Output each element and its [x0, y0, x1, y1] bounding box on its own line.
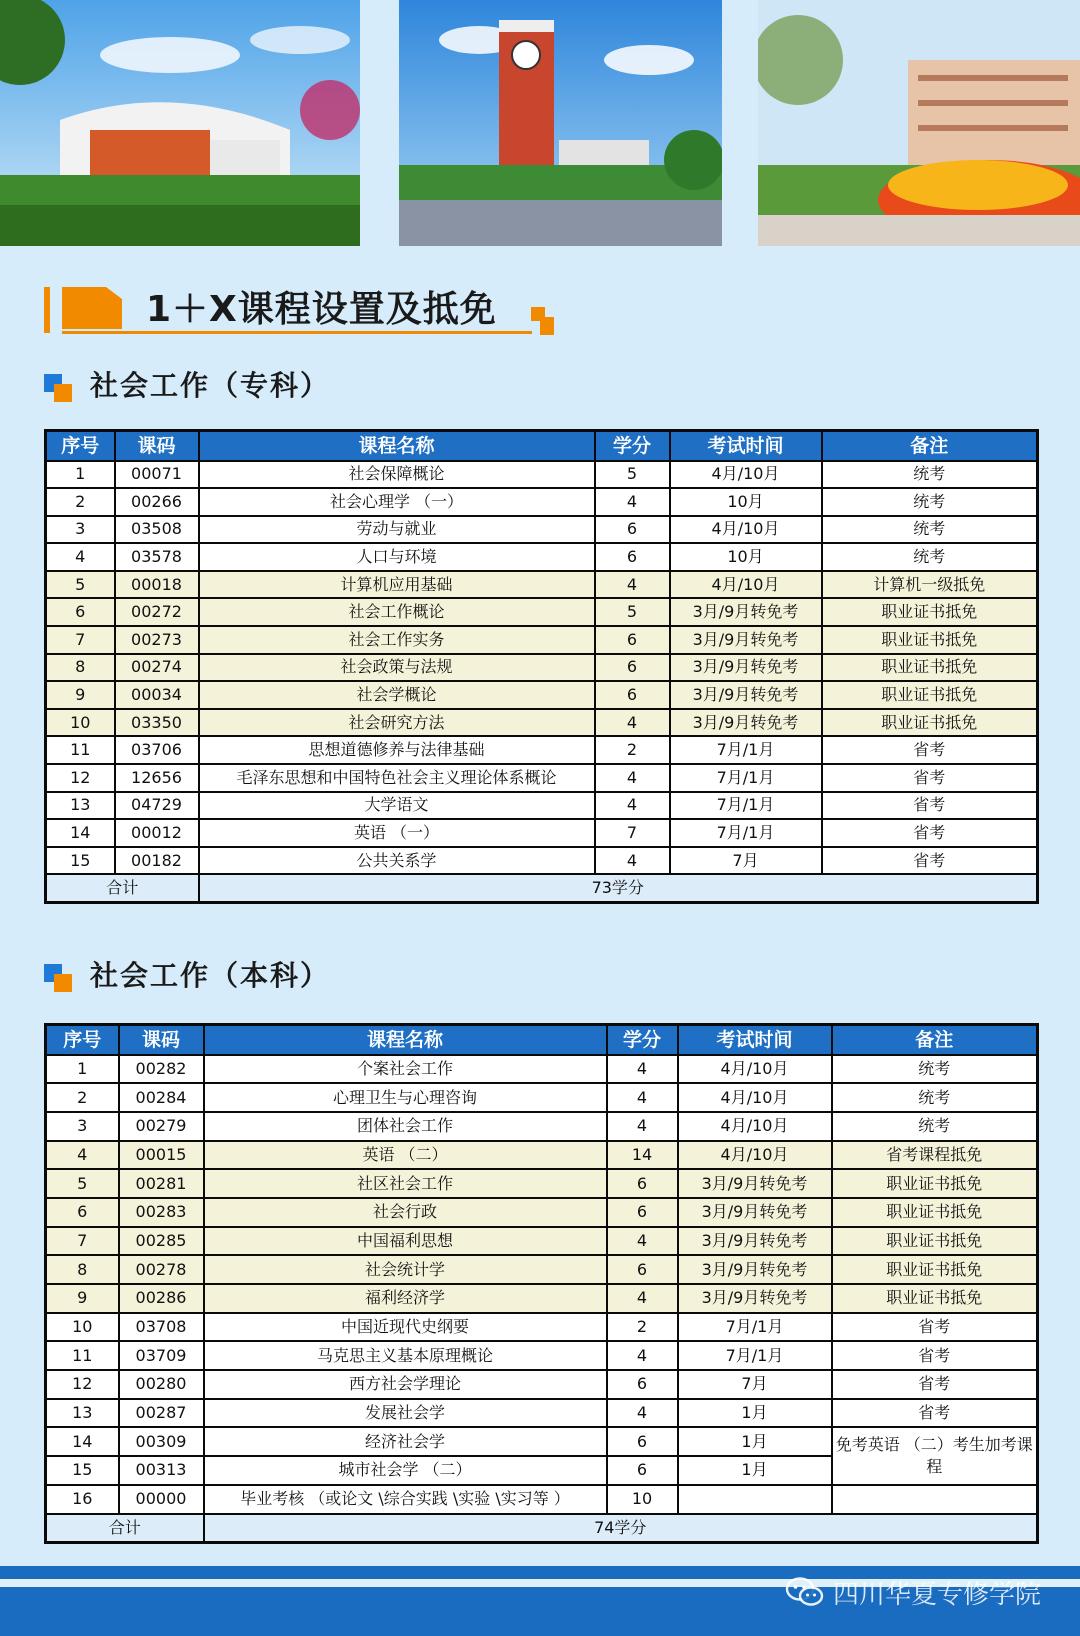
cell-index: 15	[46, 847, 115, 875]
cell-code: 00034	[115, 681, 199, 709]
cell-code: 12656	[115, 764, 199, 792]
cell-exam-time: 3月/9月转免考	[670, 709, 822, 737]
cell-index: 13	[46, 1399, 119, 1428]
cell-course-name: 社会政策与法规	[199, 654, 595, 682]
cell-credits: 4	[607, 1112, 678, 1141]
cell-course-name: 社会工作概论	[199, 598, 595, 626]
cell-code: 00273	[115, 626, 199, 654]
table-row	[46, 1083, 1038, 1112]
cell-code: 00280	[119, 1370, 204, 1399]
cell-exam-time: 1月	[678, 1427, 832, 1456]
cell-credits: 10	[607, 1485, 678, 1514]
campus-photo-clocktower	[399, 0, 722, 246]
cell-code: 03709	[119, 1341, 204, 1370]
cell-exam-time: 3月/9月转免考	[678, 1227, 832, 1256]
cell-exam-time: 3月/9月转免考	[678, 1198, 832, 1227]
cell-index: 8	[46, 654, 115, 682]
cell-course-name: 个案社会工作	[204, 1055, 607, 1084]
cell-course-name: 毕业考核 （或论文 \综合实践 \实验 \实习等 ）	[204, 1485, 607, 1514]
cell-exam-time: 4月/10月	[678, 1083, 832, 1112]
cell-course-name: 经济社会学	[204, 1427, 607, 1456]
course-table-bachelor	[44, 1023, 1039, 1544]
cell-exam-time: 1月	[678, 1399, 832, 1428]
cell-credits: 6	[607, 1255, 678, 1284]
cell-course-name: 发展社会学	[204, 1399, 607, 1428]
cell-course-name: 计算机应用基础	[199, 571, 595, 599]
cell-index: 4	[46, 543, 115, 571]
cell-index: 5	[46, 571, 115, 599]
cell-code: 04729	[115, 792, 199, 820]
cell-course-name: 社会研究方法	[199, 709, 595, 737]
table-row	[46, 461, 1038, 489]
cell-index: 9	[46, 681, 115, 709]
cell-credits: 4	[595, 709, 670, 737]
header-exam-time: 考试时间	[670, 431, 822, 461]
cell-index: 3	[46, 1112, 119, 1141]
cell-exam-time: 4月/10月	[678, 1141, 832, 1170]
cell-course-name: 社会统计学	[204, 1255, 607, 1284]
cell-index: 3	[46, 516, 115, 544]
cell-exam-time: 7月/1月	[670, 819, 822, 847]
cell-course-name: 社会心理学 （一）	[199, 488, 595, 516]
table-header-row	[46, 431, 1038, 461]
table-row	[46, 1341, 1038, 1370]
page-title: 1＋X课程设置及抵免	[146, 289, 497, 330]
table-row	[46, 626, 1038, 654]
section-square-icon	[44, 374, 72, 402]
cell-course-name: 思想道德修养与法律基础	[199, 736, 595, 764]
cell-index: 15	[46, 1456, 119, 1485]
cell-remark: 职业证书抵免	[832, 1198, 1038, 1227]
table-row	[46, 709, 1038, 737]
cell-remark: 职业证书抵免	[822, 709, 1038, 737]
cell-credits: 6	[607, 1370, 678, 1399]
cell-course-name: 大学语文	[199, 792, 595, 820]
cell-credits: 6	[607, 1198, 678, 1227]
cell-credits: 6	[607, 1427, 678, 1456]
cell-course-name: 社会保障概论	[199, 461, 595, 489]
table-row	[46, 1427, 1038, 1456]
cell-remark: 统考	[832, 1055, 1038, 1084]
cell-course-name: 社会学概论	[199, 681, 595, 709]
cell-credits: 4	[607, 1399, 678, 1428]
cell-code: 00287	[119, 1399, 204, 1428]
cell-credits: 4	[595, 488, 670, 516]
cell-remark: 省考	[832, 1313, 1038, 1342]
total-value: 73学分	[199, 874, 1038, 902]
cell-remark: 职业证书抵免	[822, 626, 1038, 654]
cell-code: 00283	[119, 1198, 204, 1227]
cell-exam-time: 3月/9月转免考	[678, 1255, 832, 1284]
cell-course-name: 马克思主义基本原理概论	[204, 1341, 607, 1370]
cell-exam-time: 3月/9月转免考	[678, 1284, 832, 1313]
cell-remark: 省考	[822, 736, 1038, 764]
cell-code: 00309	[119, 1427, 204, 1456]
cell-remark: 统考	[832, 1112, 1038, 1141]
table-row	[46, 1370, 1038, 1399]
header-index: 序号	[46, 431, 115, 461]
cell-code: 00284	[119, 1083, 204, 1112]
table-row	[46, 1399, 1038, 1428]
table-row	[46, 792, 1038, 820]
cell-remark: 省考	[822, 764, 1038, 792]
section-square-icon	[44, 964, 72, 992]
cell-exam-time: 7月/1月	[670, 792, 822, 820]
table-row	[46, 654, 1038, 682]
cell-credits: 14	[607, 1141, 678, 1170]
cell-remark: 计算机一级抵免	[822, 571, 1038, 599]
cell-exam-time: 1月	[678, 1456, 832, 1485]
header-exam-time: 考试时间	[678, 1025, 832, 1055]
cell-code: 00313	[119, 1456, 204, 1485]
cell-exam-time	[678, 1485, 832, 1514]
campus-photo-strip	[0, 0, 1080, 246]
total-label: 合计	[46, 1514, 204, 1543]
main-title-block	[44, 285, 564, 341]
cell-code: 03706	[115, 736, 199, 764]
section-title: 社会工作（专科）	[90, 369, 331, 402]
table-row	[46, 1055, 1038, 1084]
cell-index: 14	[46, 819, 115, 847]
cell-exam-time: 7月/1月	[678, 1341, 832, 1370]
cell-index: 6	[46, 1198, 119, 1227]
campus-photo-stadium	[0, 0, 360, 246]
cell-code: 00274	[115, 654, 199, 682]
cell-credits: 4	[595, 847, 670, 875]
cell-course-name: 团体社会工作	[204, 1112, 607, 1141]
campus-photo-flowers	[758, 0, 1080, 246]
cell-remark: 省考	[832, 1399, 1038, 1428]
cell-exam-time: 10月	[670, 543, 822, 571]
cell-course-name: 西方社会学理论	[204, 1370, 607, 1399]
cell-exam-time: 7月/1月	[678, 1313, 832, 1342]
cell-remark: 统考	[822, 516, 1038, 544]
table-row	[46, 1198, 1038, 1227]
cell-index: 11	[46, 1341, 119, 1370]
cell-code: 00012	[115, 819, 199, 847]
watermark	[785, 1572, 1041, 1612]
table-row	[46, 819, 1038, 847]
cell-credits: 7	[595, 819, 670, 847]
cell-index: 9	[46, 1284, 119, 1313]
cell-exam-time: 7月/1月	[670, 764, 822, 792]
cell-index: 8	[46, 1255, 119, 1284]
cell-exam-time: 7月	[678, 1370, 832, 1399]
table-row	[46, 1141, 1038, 1170]
cell-index: 12	[46, 764, 115, 792]
cell-code: 00278	[119, 1255, 204, 1284]
cell-remark-merged: 免考英语 （二）考生加考课程	[832, 1427, 1038, 1484]
cell-credits: 4	[595, 571, 670, 599]
cell-code: 00018	[115, 571, 199, 599]
cell-index: 4	[46, 1141, 119, 1170]
cell-course-name: 人口与环境	[199, 543, 595, 571]
cell-code: 03508	[115, 516, 199, 544]
table-row	[46, 516, 1038, 544]
cell-exam-time: 7月	[670, 847, 822, 875]
cell-index: 7	[46, 626, 115, 654]
cell-credits: 5	[595, 461, 670, 489]
table-total-row	[46, 1514, 1038, 1543]
cell-remark: 省考课程抵免	[832, 1141, 1038, 1170]
cell-exam-time: 4月/10月	[670, 516, 822, 544]
table-row	[46, 736, 1038, 764]
cell-index: 13	[46, 792, 115, 820]
cell-course-name: 心理卫生与心理咨询	[204, 1083, 607, 1112]
cell-code: 00279	[119, 1112, 204, 1141]
cell-credits: 6	[595, 654, 670, 682]
cell-code: 00000	[119, 1485, 204, 1514]
header-course-name: 课程名称	[204, 1025, 607, 1055]
cell-code: 00272	[115, 598, 199, 626]
cell-exam-time: 3月/9月转免考	[670, 681, 822, 709]
cell-index: 10	[46, 1313, 119, 1342]
cell-remark: 省考	[822, 847, 1038, 875]
cell-credits: 6	[595, 626, 670, 654]
cell-course-name: 中国近现代史纲要	[204, 1313, 607, 1342]
cell-code: 00282	[119, 1055, 204, 1084]
table-row	[46, 847, 1038, 875]
cell-course-name: 英语 （一）	[199, 819, 595, 847]
cell-index: 7	[46, 1227, 119, 1256]
table-row	[46, 1255, 1038, 1284]
header-credits: 学分	[607, 1025, 678, 1055]
cell-credits: 4	[595, 764, 670, 792]
table-total-row	[46, 874, 1038, 902]
table-row	[46, 488, 1038, 516]
table-row	[46, 1227, 1038, 1256]
cell-index: 2	[46, 488, 115, 516]
cell-remark: 职业证书抵免	[832, 1227, 1038, 1256]
cell-code: 00015	[119, 1141, 204, 1170]
cell-remark	[832, 1485, 1038, 1514]
cell-remark: 省考	[832, 1370, 1038, 1399]
cell-remark: 统考	[822, 543, 1038, 571]
cell-code: 03708	[119, 1313, 204, 1342]
cell-credits: 6	[607, 1169, 678, 1198]
header-code: 课码	[115, 431, 199, 461]
cell-code: 03350	[115, 709, 199, 737]
cell-index: 2	[46, 1083, 119, 1112]
cell-code: 00266	[115, 488, 199, 516]
cell-exam-time: 3月/9月转免考	[678, 1169, 832, 1198]
header-code: 课码	[119, 1025, 204, 1055]
cell-credits: 2	[607, 1313, 678, 1342]
table-row	[46, 1313, 1038, 1342]
cell-course-name: 中国福利思想	[204, 1227, 607, 1256]
cell-code: 00286	[119, 1284, 204, 1313]
cell-remark: 省考	[822, 792, 1038, 820]
header-remark: 备注	[822, 431, 1038, 461]
cell-index: 10	[46, 709, 115, 737]
cell-code: 00281	[119, 1169, 204, 1198]
cell-index: 12	[46, 1370, 119, 1399]
cell-code: 00182	[115, 847, 199, 875]
cell-remark: 省考	[832, 1341, 1038, 1370]
cell-remark: 统考	[832, 1083, 1038, 1112]
cell-index: 1	[46, 461, 115, 489]
cell-course-name: 公共关系学	[199, 847, 595, 875]
total-label: 合计	[46, 874, 199, 902]
cell-exam-time: 4月/10月	[678, 1112, 832, 1141]
table-header-row	[46, 1025, 1038, 1055]
table-row	[46, 1112, 1038, 1141]
table-row	[46, 571, 1038, 599]
cell-credits: 4	[595, 792, 670, 820]
cell-code: 00071	[115, 461, 199, 489]
cell-credits: 2	[595, 736, 670, 764]
cell-remark: 职业证书抵免	[832, 1284, 1038, 1313]
table-row	[46, 1169, 1038, 1198]
cell-credits: 6	[595, 543, 670, 571]
cell-remark: 统考	[822, 488, 1038, 516]
header-course-name: 课程名称	[199, 431, 595, 461]
cell-remark: 省考	[822, 819, 1038, 847]
cell-credits: 6	[595, 516, 670, 544]
header-remark: 备注	[832, 1025, 1038, 1055]
cell-index: 14	[46, 1427, 119, 1456]
cell-course-name: 社会工作实务	[199, 626, 595, 654]
cell-credits: 4	[607, 1055, 678, 1084]
cell-exam-time: 3月/9月转免考	[670, 626, 822, 654]
header-credits: 学分	[595, 431, 670, 461]
cell-index: 6	[46, 598, 115, 626]
cell-code: 03578	[115, 543, 199, 571]
cell-exam-time: 4月/10月	[678, 1055, 832, 1084]
cell-exam-time: 10月	[670, 488, 822, 516]
cell-index: 5	[46, 1169, 119, 1198]
cell-remark: 统考	[822, 461, 1038, 489]
header-index: 序号	[46, 1025, 119, 1055]
section-title: 社会工作（本科）	[90, 959, 331, 992]
cell-course-name: 社会行政	[204, 1198, 607, 1227]
cell-credits: 6	[607, 1456, 678, 1485]
cell-course-name: 社区社会工作	[204, 1169, 607, 1198]
table-row	[46, 543, 1038, 571]
cell-index: 16	[46, 1485, 119, 1514]
cell-course-name: 福利经济学	[204, 1284, 607, 1313]
table-row	[46, 681, 1038, 709]
cell-credits: 4	[607, 1083, 678, 1112]
cell-credits: 4	[607, 1284, 678, 1313]
table-row	[46, 598, 1038, 626]
cell-credits: 5	[595, 598, 670, 626]
course-table-associate	[44, 429, 1039, 904]
cell-credits: 4	[607, 1227, 678, 1256]
cell-index: 11	[46, 736, 115, 764]
cell-remark: 职业证书抵免	[832, 1255, 1038, 1284]
cell-remark: 职业证书抵免	[822, 654, 1038, 682]
cell-code: 00285	[119, 1227, 204, 1256]
wechat-icon	[785, 1576, 825, 1608]
cell-exam-time: 3月/9月转免考	[670, 598, 822, 626]
table-row	[46, 1284, 1038, 1313]
cell-course-name: 城市社会学 （二）	[204, 1456, 607, 1485]
table-row	[46, 1485, 1038, 1514]
cell-exam-time: 4月/10月	[670, 571, 822, 599]
cell-remark: 职业证书抵免	[832, 1169, 1038, 1198]
cell-course-name: 英语 （二）	[204, 1141, 607, 1170]
cell-remark: 职业证书抵免	[822, 598, 1038, 626]
cell-remark: 职业证书抵免	[822, 681, 1038, 709]
cell-exam-time: 4月/10月	[670, 461, 822, 489]
cell-index: 1	[46, 1055, 119, 1084]
table-row	[46, 764, 1038, 792]
cell-exam-time: 7月/1月	[670, 736, 822, 764]
cell-course-name: 劳动与就业	[199, 516, 595, 544]
cell-credits: 4	[607, 1341, 678, 1370]
total-value: 74学分	[204, 1514, 1038, 1543]
cell-credits: 6	[595, 681, 670, 709]
cell-course-name: 毛泽东思想和中国特色社会主义理论体系概论	[199, 764, 595, 792]
cell-exam-time: 3月/9月转免考	[670, 654, 822, 682]
watermark-text: 四川华夏专修学院	[833, 1579, 1042, 1610]
